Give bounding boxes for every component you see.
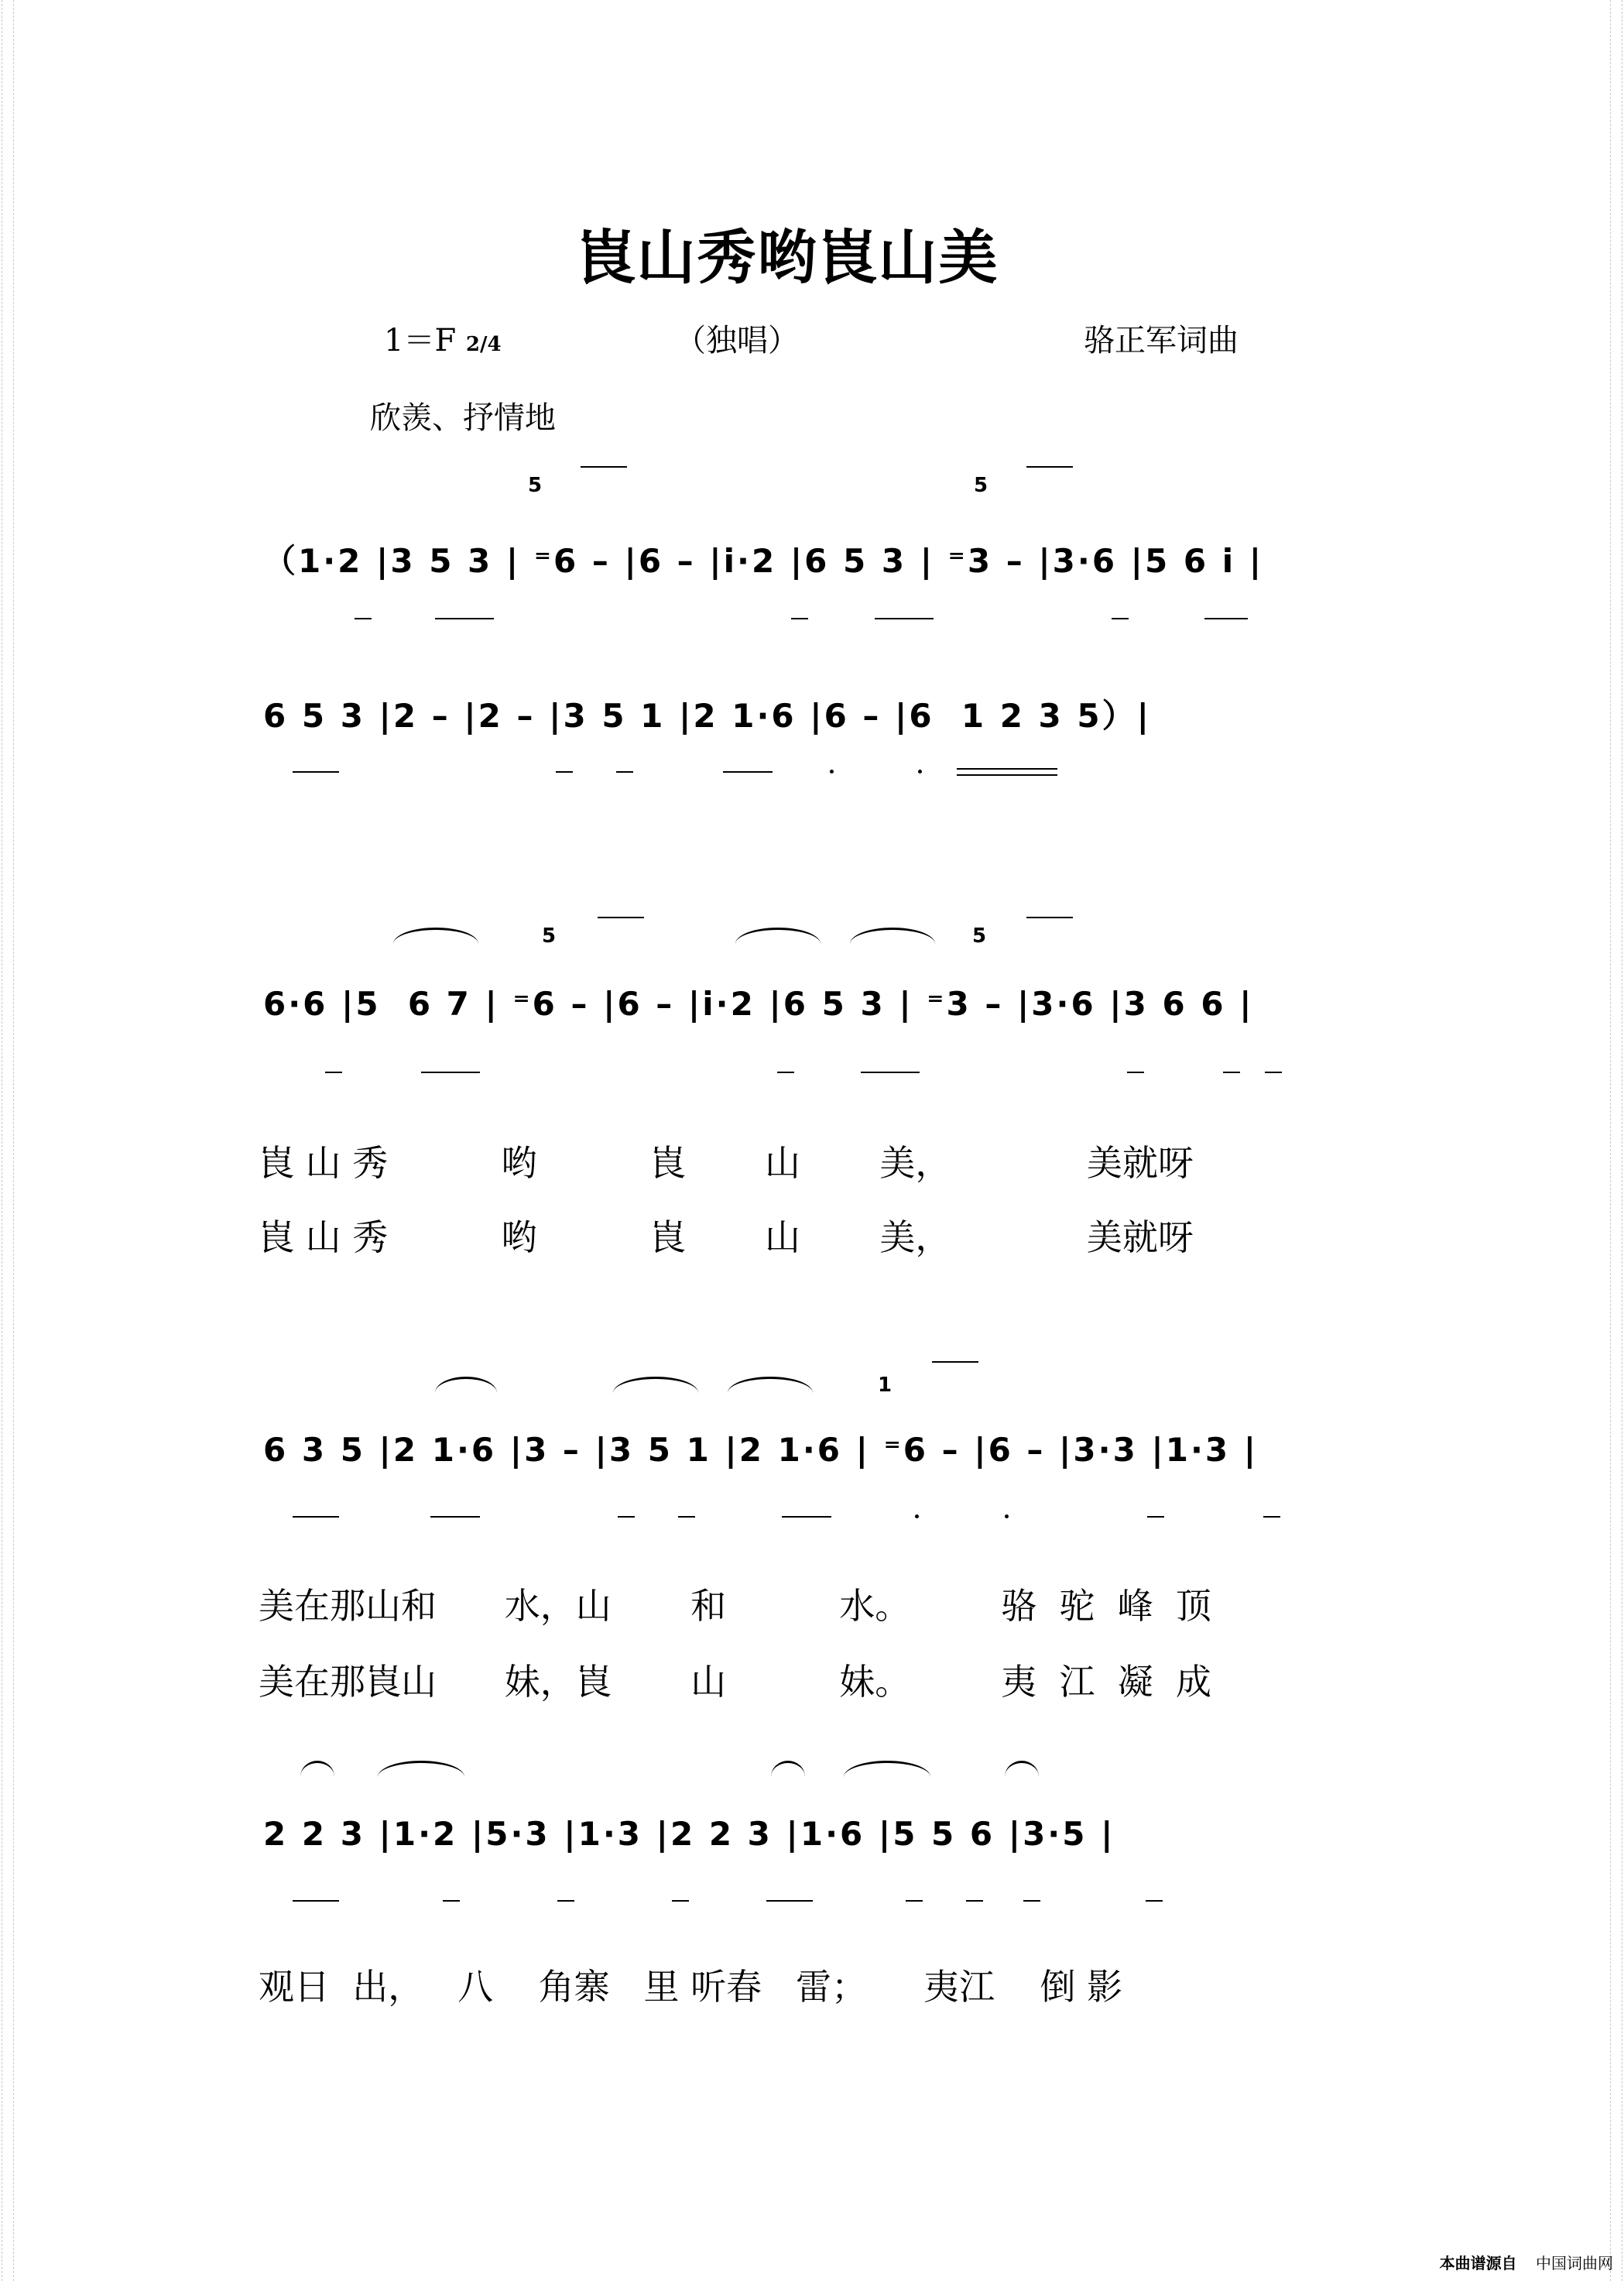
underline xyxy=(293,771,339,773)
octave-dot xyxy=(918,770,922,773)
slur xyxy=(1005,1761,1039,1777)
tempo-mark: 欣羡、抒情地 xyxy=(370,400,556,436)
ornament-line xyxy=(598,917,644,918)
ornament-mark: 5 xyxy=(528,474,543,497)
underline xyxy=(1265,1072,1282,1073)
underline xyxy=(618,1516,635,1518)
underline xyxy=(1023,1900,1040,1902)
octave-dot xyxy=(1005,1514,1009,1518)
score-line-1: （1·2 |3 5 3 | ⁼6 – |6 – |i·2 |6 5 3 | ⁼3 – |3·6 |5 6 i | xyxy=(263,542,1264,580)
underline xyxy=(1223,1072,1240,1073)
score-line-2: 6 5 3 |2 – |2 – |3 5 1 |2 1·6 |6 – |6 1 2 3 5）| xyxy=(263,697,1151,735)
underline xyxy=(723,771,773,773)
ornament-line xyxy=(1026,917,1073,918)
underline xyxy=(556,771,573,773)
underline xyxy=(906,1900,923,1902)
underline xyxy=(861,1072,920,1073)
ornament-mark: 5 xyxy=(972,924,987,948)
score-line-5: 2 2 3 |1·2 |5·3 |1·3 |2 2 3 |1·6 |5 5 6 |3·5 | xyxy=(263,1815,1115,1853)
left-border-strip xyxy=(2,0,14,2281)
slur xyxy=(844,1761,930,1777)
slur xyxy=(435,1377,497,1393)
underline xyxy=(616,771,633,773)
time-signature: 2/4 xyxy=(465,333,502,356)
footer-source xyxy=(1440,2251,1613,2273)
underline xyxy=(1204,618,1248,619)
ornament-line xyxy=(932,1361,978,1363)
double-underline xyxy=(957,768,1057,770)
underline xyxy=(782,1516,831,1518)
double-underline xyxy=(957,774,1057,776)
song-title: 崀山秀哟崀山美 xyxy=(576,223,999,292)
underline xyxy=(1147,1516,1164,1518)
lyric-verse-1: 崀 山 秀 哟 崀 山 美， 美就呀 xyxy=(259,1142,1194,1184)
right-border-strip xyxy=(1610,0,1622,2281)
underline xyxy=(430,1516,480,1518)
underline xyxy=(1127,1072,1144,1073)
underline xyxy=(435,618,494,619)
lyric-verse-2: 崀 山 秀 哟 崀 山 美， 美就呀 xyxy=(259,1216,1194,1258)
underline xyxy=(791,618,808,619)
underline xyxy=(1112,618,1129,619)
performance-type: （独唱） xyxy=(675,323,799,358)
underline xyxy=(355,618,372,619)
underline xyxy=(1146,1900,1163,1902)
ornament-line xyxy=(1026,466,1073,468)
underline xyxy=(557,1900,574,1902)
score-line-3: 6·6 |5 6 7 | ⁼6 – |6 – |i·2 |6 5 3 | ⁼3 – |3·6 |3 6 6 | xyxy=(263,985,1254,1023)
credits: 骆正军词曲 xyxy=(1084,323,1239,358)
underline xyxy=(777,1072,794,1073)
underline xyxy=(325,1072,342,1073)
slur xyxy=(393,928,478,944)
ornament-mark: 5 xyxy=(974,474,988,497)
lyric-verse-2: 美在那崀山 妹，崀 山 妹。 夷 江 凝 成 xyxy=(259,1661,1212,1703)
underline xyxy=(672,1900,689,1902)
underline xyxy=(966,1900,983,1902)
slur xyxy=(378,1761,464,1777)
score-line-4: 6 3 5 |2 1·6 |3 – |3 5 1 |2 1·6 | ⁼6 – |6 – |3·3 |1·3 | xyxy=(263,1431,1259,1469)
underline xyxy=(293,1900,339,1902)
lyric-verse-1: 美在那山和 水，山 和 水。 骆 驼 峰 顶 xyxy=(259,1585,1212,1627)
slur xyxy=(771,1761,805,1777)
underline xyxy=(875,618,934,619)
octave-dot xyxy=(830,770,834,773)
slur xyxy=(728,1377,813,1393)
slur xyxy=(613,1377,698,1393)
footer-site[interactable]: 中国词曲网 xyxy=(1536,2254,1613,2272)
ornament-mark: 5 xyxy=(542,924,557,948)
slur xyxy=(300,1761,334,1777)
octave-dot xyxy=(915,1514,919,1518)
ornament-line xyxy=(581,466,627,468)
lyric-verse-1: 观日 出， 八 角寨 里 听春 雷； 夷江 倒 影 xyxy=(259,1966,1123,2008)
underline xyxy=(443,1900,460,1902)
underline xyxy=(1263,1516,1280,1518)
key-signature: 1＝F 2/4 xyxy=(384,323,502,358)
underline xyxy=(678,1516,695,1518)
underline xyxy=(766,1900,813,1902)
ornament-mark: 1 xyxy=(878,1374,893,1397)
footer-source-label: 本曲谱源自 xyxy=(1439,2254,1517,2272)
underline xyxy=(421,1072,480,1073)
slur xyxy=(850,928,935,944)
slur xyxy=(735,928,821,944)
underline xyxy=(293,1516,339,1518)
